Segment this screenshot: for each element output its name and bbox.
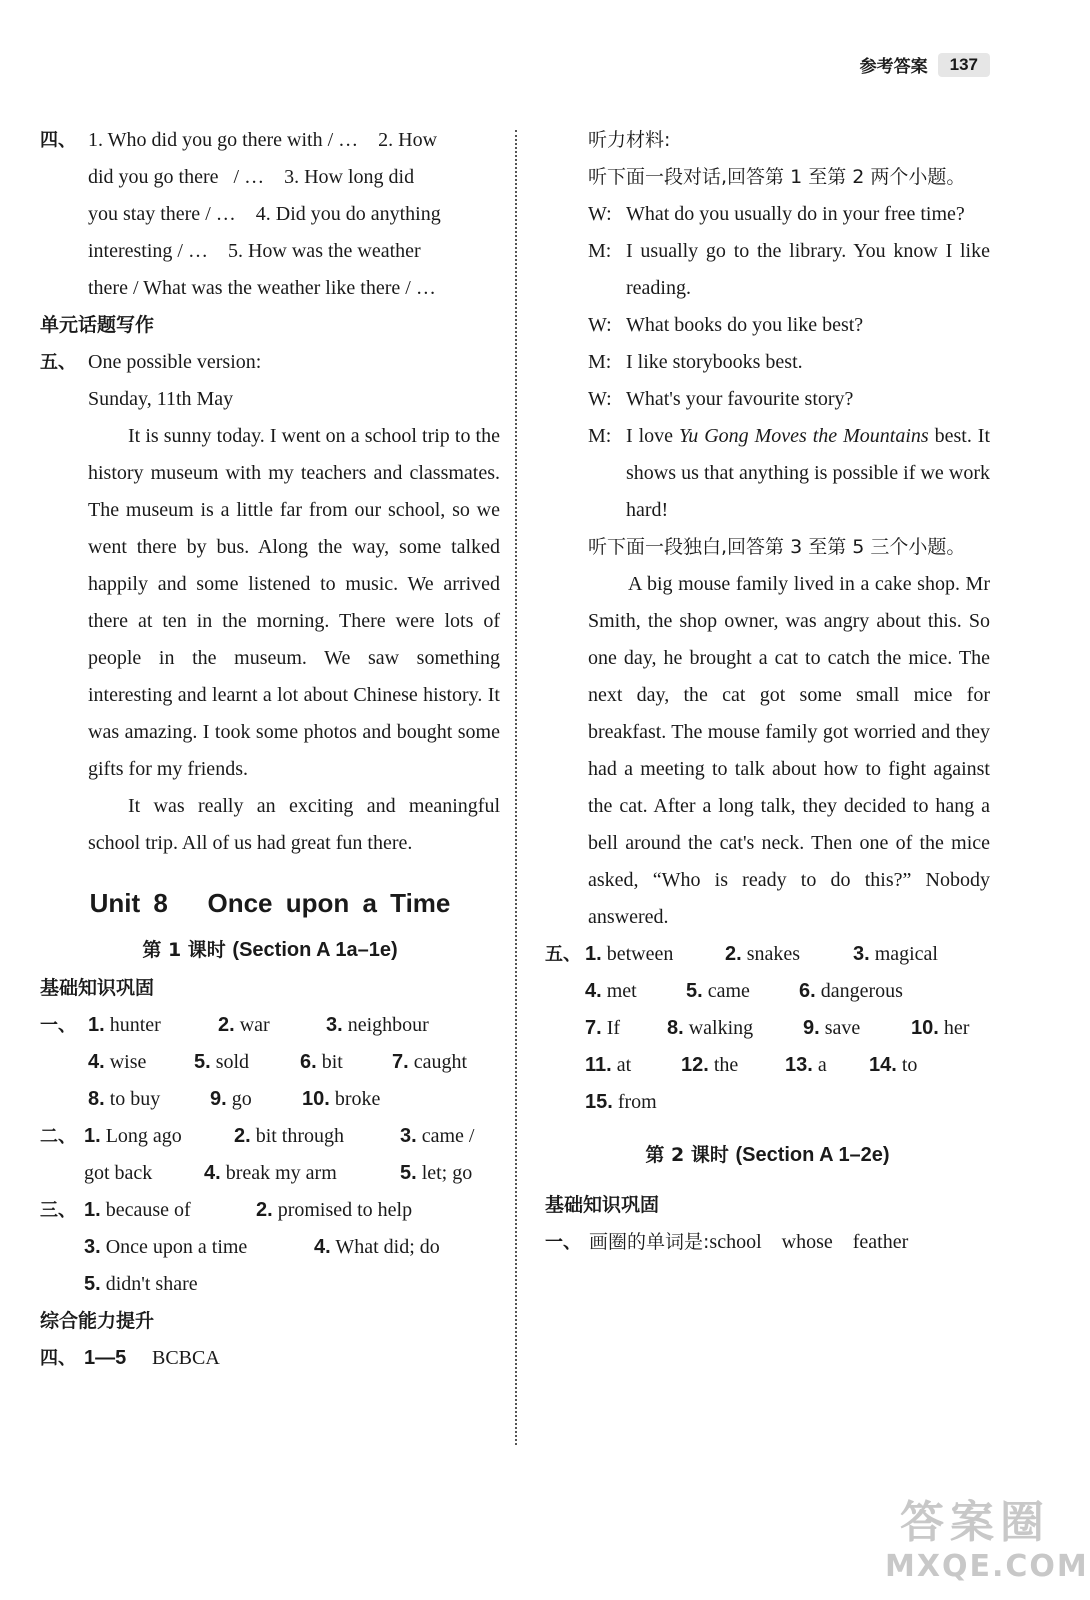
lesson-2-prefix: 第 2 课时: [645, 1144, 729, 1166]
answer-item: 2. promised to help: [256, 1199, 413, 1221]
monologue: A big mouse family lived in a cake shop. Mr Smith, the shop owner, was angry about this. So one day, he brought a cat to catch the mice. The next day, the cat got some small mice for breakfast. The mouse family got worried and they had a meeting to talk about how to fight against the cat. After a long talk, they decided to hang a bell around the cat's neck. Then one of the mice asked, “Who is ready to do this?” Nobody answered.: [588, 573, 990, 928]
right-column: [545, 122, 990, 1261]
answer-row: [585, 973, 990, 1010]
answer-item: 7. If: [585, 1017, 621, 1039]
utterance: I love Yu Gong Moves the Mountains best. It shows us that anything is possible if we work hard!: [626, 425, 991, 521]
watermark-logo: [885, 1497, 1089, 1592]
s4-marker: 四、: [40, 1348, 76, 1369]
unit-title: Unit 8 Once upon a Time: [89, 888, 451, 918]
listening-title: 听力材料:: [588, 129, 671, 151]
s4-answers: BCBCA: [152, 1347, 220, 1369]
answer-item: 2. war: [218, 1014, 270, 1036]
s4-range: 1—5: [84, 1347, 127, 1369]
lesson-2-title: [545, 1135, 990, 1175]
answer-item: 2. bit through: [234, 1125, 345, 1147]
column-divider: [515, 130, 517, 1445]
s1-block: [40, 1007, 500, 1118]
answer-item: 3. Once upon a time: [84, 1236, 248, 1258]
watermark-top: 答案圈: [900, 1497, 1050, 1548]
answer-item: 4. What did; do: [314, 1236, 440, 1258]
speaker: W:: [588, 203, 612, 225]
basic-knowledge-heading: 基础知识巩固: [40, 977, 155, 999]
circled-words: school whose feather: [709, 1231, 909, 1253]
answer-row: [84, 1192, 500, 1229]
lesson-1-prefix: 第 1 课时: [142, 939, 226, 961]
answer-item: 10. broke: [302, 1088, 381, 1110]
speaker: M:: [588, 240, 612, 262]
q5-block: [40, 344, 500, 862]
answer-item: 10. her: [911, 1017, 970, 1039]
q4-answers: [88, 122, 500, 307]
s1-right-marker: 一、: [545, 1232, 581, 1253]
speaker: W:: [588, 314, 612, 336]
book-title: Yu Gong Moves the Mountains: [678, 425, 929, 447]
answer-row: [88, 1044, 500, 1081]
dialogue-turn: [588, 381, 990, 418]
essay-date: Sunday, 11th May: [88, 388, 234, 410]
q4-marker: 四、: [40, 130, 76, 151]
answer-row: [84, 1266, 500, 1303]
s5-block: [545, 936, 990, 1121]
answer-item: 14. to: [869, 1054, 918, 1076]
essay-paragraph-2: It was really an exciting and meaningful school trip. All of us had great fun there.: [88, 795, 500, 854]
lesson-1-title: [40, 930, 500, 970]
header-title: 参考答案: [859, 57, 928, 77]
writing-heading: 单元话题写作: [40, 314, 155, 336]
q5-marker: 五、: [40, 352, 76, 373]
s4-block: [40, 1340, 500, 1377]
s2-marker: 二、: [40, 1126, 76, 1147]
listening-instruction-2: 听下面一段独白,回答第 3 至第 5 三个小题。: [588, 536, 966, 558]
answer-row: [88, 1081, 500, 1118]
answer-item: 8. to buy: [88, 1088, 161, 1110]
answer-item: 3. came /: [400, 1125, 475, 1147]
listening-instruction-1: 听下面一段对话,回答第 1 至第 2 两个小题。: [588, 166, 966, 188]
s1-right-block: [545, 1224, 990, 1261]
answer-item: 5. sold: [194, 1051, 250, 1073]
answer-row: [84, 1118, 500, 1155]
answer-item: 9. save: [803, 1017, 861, 1039]
page-header: [860, 52, 990, 77]
dialogue-turn: [588, 196, 990, 233]
s3-block: [40, 1192, 500, 1303]
answer-item: 1. because of: [84, 1199, 191, 1221]
essay-paragraph-1: It is sunny today. I went on a school trip to the history museum with my teachers and classmates. The museum is a little far from our school, so we went there by bus. Along the way, some talked happily and some listened to music. We arrived there at ten in the morning. There were lots of people in the museum. We saw something interesting and learnt a lot about Chinese history. It was amazing. I took some photos and bought some gifts for my friends.: [88, 425, 500, 780]
dialogue-turn: [588, 233, 990, 307]
utterance: I like storybooks best.: [626, 351, 803, 373]
answer-item: 7. caught: [392, 1051, 467, 1073]
answer-row: [585, 1084, 990, 1121]
q4-block: [40, 122, 500, 307]
dialogue-turn: [588, 418, 990, 529]
left-column: [40, 122, 500, 1377]
q4-line: there / What was the weather like there / …: [88, 277, 436, 299]
answer-item: 1. between: [585, 943, 674, 965]
answer-item: 6. dangerous: [799, 980, 903, 1002]
q5-intro: One possible version:: [88, 351, 262, 373]
answer-item: 5. let; go: [400, 1162, 473, 1184]
utterance: What books do you like best?: [626, 314, 864, 336]
s1-marker: 一、: [40, 1015, 76, 1036]
answer-item: 12. the: [681, 1054, 739, 1076]
utterance: What's your favourite story?: [626, 388, 854, 410]
answer-item: 3. neighbour: [326, 1014, 429, 1036]
s5-marker: 五、: [545, 944, 581, 965]
s3-marker: 三、: [40, 1200, 76, 1221]
answer-row: [84, 1155, 500, 1192]
lesson-1-section: (Section A 1a–1e): [232, 939, 398, 961]
answer-item: 1. Long ago: [84, 1125, 182, 1147]
q4-line: interesting / … 5. How was the weather: [88, 240, 421, 262]
q4-line: did you go there / … 3. How long did: [88, 166, 415, 188]
answer-row: [88, 1007, 500, 1044]
answer-item: 8. walking: [667, 1017, 754, 1039]
answer-row: [84, 1229, 500, 1266]
answer-row: [585, 1010, 990, 1047]
answer-item: 1. hunter: [88, 1014, 161, 1036]
speaker: M:: [588, 425, 612, 447]
answer-item: 4. met: [585, 980, 637, 1002]
speaker: W:: [588, 388, 612, 410]
answer-item: 5. didn't share: [84, 1273, 198, 1295]
answer-item: 4. break my arm: [204, 1162, 337, 1184]
utterance: What do you usually do in your free time?: [626, 203, 965, 225]
answer-item: 4. wise: [88, 1051, 147, 1073]
s2-block: [40, 1118, 500, 1192]
answer-item: 6. bit: [300, 1051, 343, 1073]
answer-item: 2. snakes: [725, 943, 801, 965]
answer-item: 13. a: [785, 1054, 827, 1076]
lesson-2-section: (Section A 1–2e): [735, 1144, 890, 1166]
answer-row: [585, 1047, 990, 1084]
q4-line: you stay there / … 4. Did you do anything: [88, 203, 441, 225]
answer-row: [585, 936, 990, 973]
answer-item: 5. came: [686, 980, 750, 1002]
basic-knowledge-heading-2: 基础知识巩固: [545, 1194, 660, 1216]
answer-item: 11. at: [585, 1054, 632, 1076]
circled-words-label: 画圈的单词是:: [589, 1231, 710, 1253]
q4-line: 1. Who did you go there with / … 2. How: [88, 129, 438, 151]
watermark-bottom: MXQE.COM: [885, 1549, 1089, 1584]
answer-item: 15. from: [585, 1091, 657, 1113]
answer-item: 9. go: [210, 1088, 252, 1110]
page-number: 137: [938, 53, 990, 77]
dialogue-turn: [588, 307, 990, 344]
dialogue-turn: [588, 344, 990, 381]
comprehensive-heading: 综合能力提升: [40, 1310, 155, 1332]
utterance: I usually go to the library. You know I like reading.: [626, 240, 990, 299]
answer-item: got back: [84, 1162, 153, 1184]
answer-item: 3. magical: [853, 943, 938, 965]
dialogue: [545, 196, 990, 529]
speaker: M:: [588, 351, 612, 373]
